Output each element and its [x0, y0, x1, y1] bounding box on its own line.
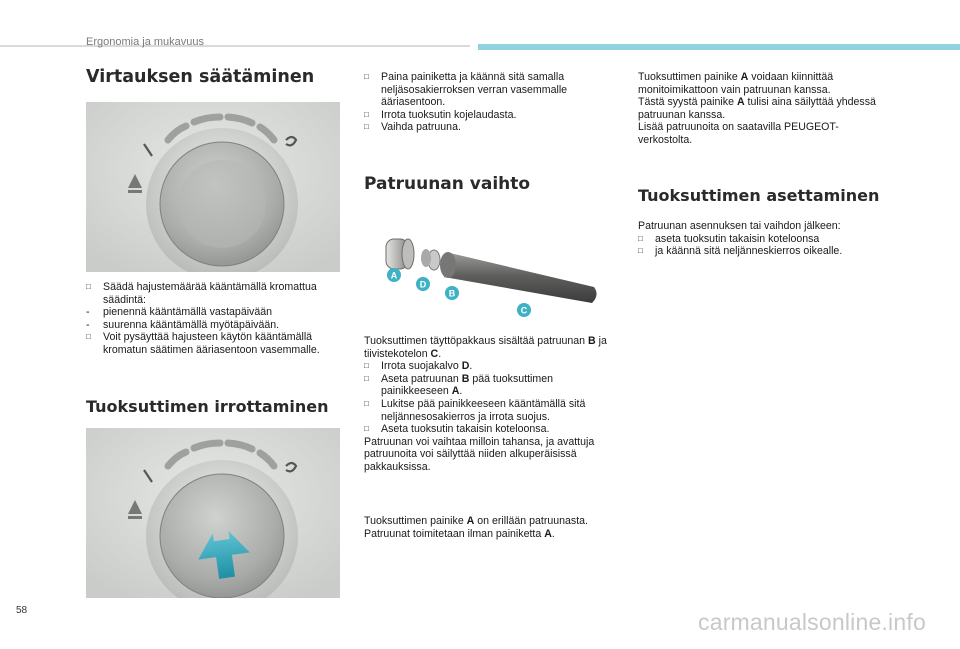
header-accent-bar — [478, 44, 960, 50]
bullet-item: □ Vaihda patruuna. — [364, 121, 614, 134]
flow-instructions — [86, 281, 346, 357]
svg-text:B: B — [448, 288, 456, 299]
watermark: carmanualsonline.info — [698, 609, 926, 635]
dash-item — [86, 319, 346, 332]
heading-virtauksen-saataminen: Virtauksen säätäminen — [86, 67, 315, 87]
bullet-item: □ Säädä hajustemäärää kääntämällä kromattua säädintä: — [86, 281, 346, 306]
intro-paragraph: Tuoksuttimen täyttöpakkaus sisältää patruunan B ja tiivistekotelon C. — [364, 335, 607, 360]
cartridge-illustration — [378, 225, 600, 325]
svg-text:D: D — [419, 279, 427, 290]
page-number: 58 — [16, 605, 28, 616]
bullet-item: □ Lukitse pää painikkeeseen kääntämällä sitä neljännesosakierros ja irrota suojus. — [364, 398, 620, 423]
install-instructions — [638, 220, 888, 258]
button-note: Tuoksuttimen painike A on erillään patruunasta. Patruunat toimitetaan ilman painiketta A. — [364, 515, 589, 540]
label-badge-b — [445, 286, 459, 300]
label-badge-a — [387, 268, 401, 282]
heading-tuoksuttimen-asettaminen: Tuoksuttimen asettaminen — [638, 186, 880, 205]
flow-dial-illustration — [86, 102, 340, 272]
label-badge-d — [416, 277, 430, 291]
svg-text:C: C — [520, 305, 528, 316]
svg-text:A: A — [390, 270, 398, 281]
col3-notes: Tuoksuttimen painike A voidaan kiinnittää monitoimikattoon vain patruunan kanssa. Tästä syystä painike A tulisi aina säilyttää yhdessä patruunan kanssa. Lisää patruunoita on saatavilla PEUGEOT-verkostolta. — [638, 71, 876, 146]
heading-patruunan-vaihto: Patruunan vaihto — [364, 174, 531, 194]
bullet-item: □ aseta tuoksutin takaisin koteloonsa — [638, 233, 888, 246]
remove-dial-illustration — [86, 428, 340, 598]
heading-tuoksuttimen-irrottaminen: Tuoksuttimen irrottaminen — [86, 397, 329, 416]
label-badge-c — [517, 303, 531, 317]
cartridge-instructions — [364, 335, 620, 474]
install-intro: Patruunan asennuksen tai vaihdon jälkeen: — [638, 220, 841, 232]
dash-text: suurenna kääntämällä myötäpäivään. — [103, 318, 280, 331]
bullet-item: □ Aseta patruunan B pää tuoksuttimen painikkeeseen A. — [364, 373, 620, 398]
dash-text: pienennä kääntämällä vastapäivään — [103, 306, 273, 319]
bullet-item: □ Voit pysäyttää hajusteen käytön kääntämällä kromatun säätimen ääriasentoon vasemmalle. — [86, 331, 346, 356]
dash-item — [86, 306, 346, 319]
section-label: Ergonomia ja mukavuus — [86, 36, 205, 48]
photo-flow-dial — [86, 102, 340, 272]
bullet-item: □ Paina painiketta ja käännä sitä samalla neljäsosakierroksen verran vasemmalle ääriasentoon. — [364, 71, 614, 109]
photo-remove-dial — [86, 428, 340, 598]
bullet-item: □ ja käännä sitä neljänneskierros oikealle. — [638, 245, 888, 258]
bullet-item: □ Irrota tuoksutin kojelaudasta. — [364, 109, 614, 122]
bullet-item: □ Aseta tuoksutin takaisin koteloonsa. — [364, 423, 620, 436]
header-line — [0, 45, 470, 47]
bullet-item: □ Irrota suojakalvo D. — [364, 360, 620, 373]
col2-top-instructions — [364, 71, 614, 134]
storage-paragraph: Patruunan voi vaihtaa milloin tahansa, ja avattuja patruunoita voi säilyttää niiden alkuperäisissä pakkauksissa. — [364, 435, 595, 473]
